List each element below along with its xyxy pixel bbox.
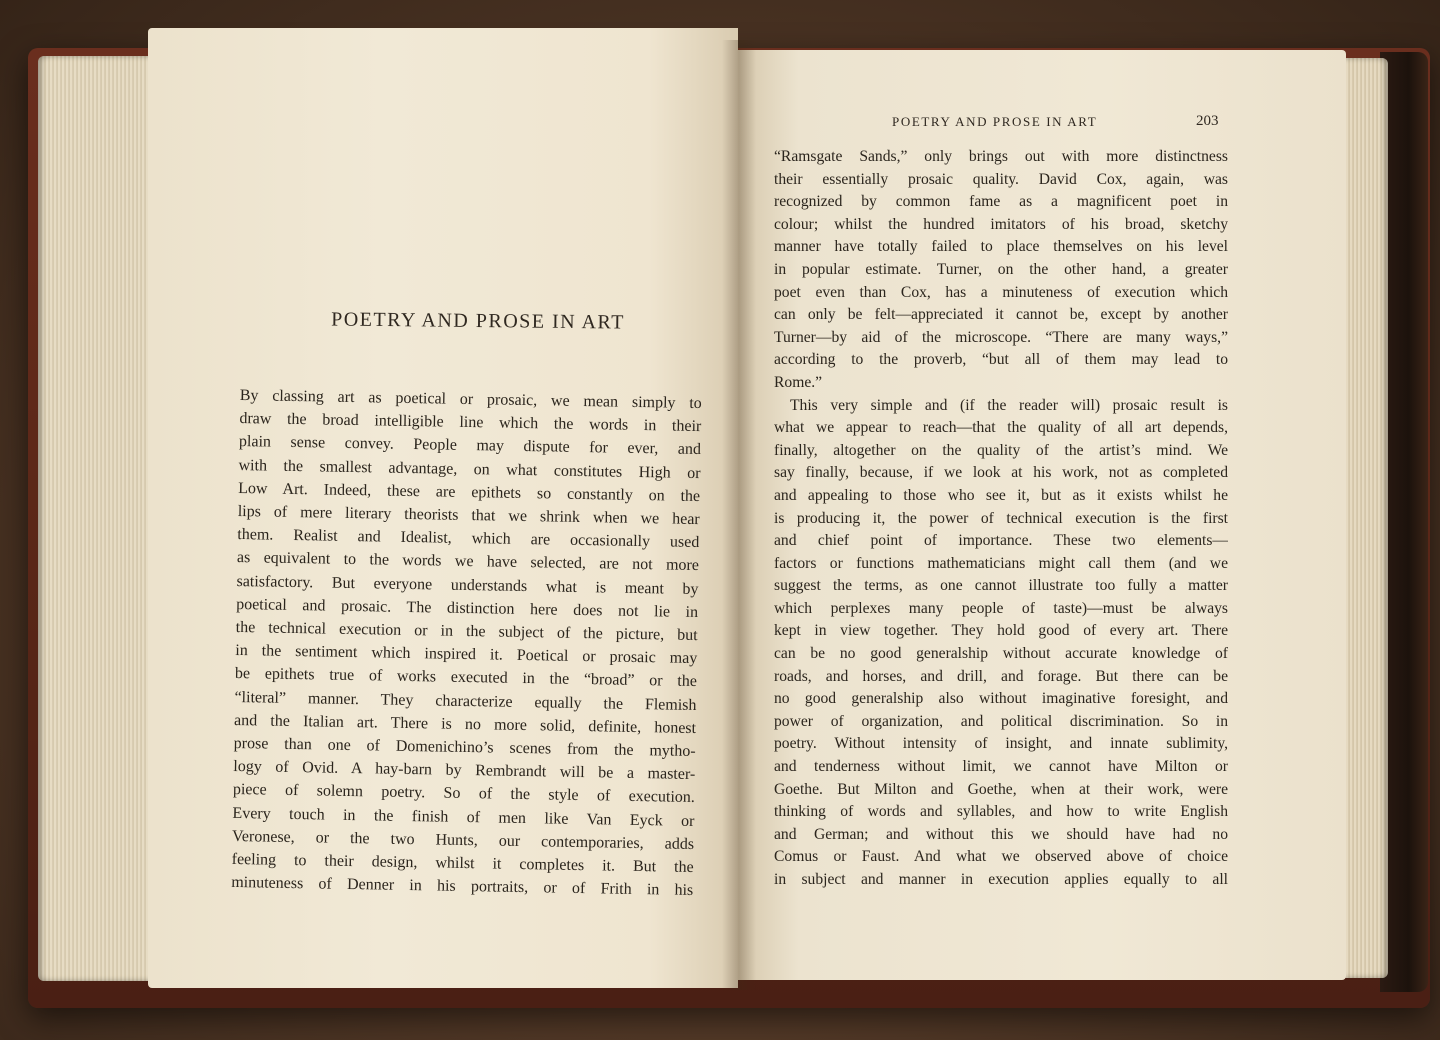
text-line: By classing art as poetical or prosaic, we mean simply to: [239, 386, 702, 413]
text-line: Comus or Faust. And what we observed above of choice: [774, 848, 1228, 866]
text-line: kept in view together. They hold good of every art. There: [774, 622, 1228, 640]
text-line: their essentially prosaic quality. David Cox, again, was: [774, 170, 1228, 188]
text-line: and tenderness without limit, we cannot have Milton or: [774, 758, 1228, 776]
text-line: Low Art. Indeed, these are epithets so constantly on the: [238, 479, 701, 505]
text-line: poetical and prosaic. The distinction here does not lie in: [236, 595, 699, 621]
left-page-text: [231, 384, 710, 903]
text-line: Veronese, or the two Hunts, our contemporaries, adds: [231, 827, 695, 853]
text-line: roads, and horses, and drill, and forage. But there can be: [774, 667, 1228, 685]
text-line: in the sentiment which inspired it. Poetical or prosaic may: [235, 642, 698, 668]
text-line: factors or functions mathematicians might call them (and we: [774, 554, 1228, 572]
left-page-stack: [38, 56, 158, 981]
text-line: is producing it, the power of technical execution is the first: [774, 509, 1228, 527]
text-line: say finally, because, if we look at his work, not as completed: [774, 464, 1228, 482]
text-line: and chief point of importance. These two elements—: [774, 532, 1228, 550]
text-line: Rome.”: [774, 373, 823, 391]
page-number: 203: [1196, 113, 1219, 129]
text-line: prose than one of Domenichino’s scenes from the mytho-: [233, 734, 696, 761]
text-line: poet even than Cox, has a minuteness of execution which: [774, 283, 1228, 301]
text-line: piece of solemn poetry. So of the style of execution.: [232, 781, 695, 807]
text-line: power of organization, and political discrimination. So in: [774, 712, 1228, 730]
text-line: finally, altogether on the quality of the artist’s mind. We: [774, 441, 1228, 459]
text-line: no good generalship also without imaginative foresight, and: [774, 690, 1228, 708]
text-line: logy of Ovid. A hay-barn by Rembrandt will be a master-: [233, 758, 696, 784]
text-line: “literal” manner. They characterize equally the Flemish: [234, 688, 697, 714]
text-line: “Ramsgate Sands,” only brings out with more distinctness: [774, 148, 1228, 165]
text-line: plain sense convey. People may dispute for ever, and: [238, 433, 702, 459]
text-line: them. Realist and Idealist, which are occasionally used: [237, 526, 700, 552]
text-line: and the Italian art. There is no more solid, definite, honest: [233, 711, 697, 737]
chapter-title: POETRY AND PROSE IN ART: [331, 308, 625, 334]
text-line: what we appear to reach—that the quality of all art depends,: [774, 419, 1228, 437]
book-gutter: [722, 40, 756, 990]
text-line: draw the broad intelligible line which the words in their: [239, 410, 702, 436]
text-line: poetry. Without intensity of insight, and innate sublimity,: [774, 735, 1228, 753]
text-line: Goethe. But Milton and Goethe, when at their work, were: [774, 780, 1228, 798]
text-line: recognized by common fame as a magnificent poet in: [774, 193, 1228, 211]
text-line: in subject and manner in execution applies equally to all: [774, 871, 1228, 888]
text-line: satisfactory. But everyone understands what is meant by: [236, 572, 699, 598]
text-line: in popular estimate. Turner, on the other hand, a greater: [774, 260, 1228, 278]
text-line: minuteness of Denner in his portraits, or of Frith in his: [231, 874, 694, 900]
text-line: This very simple and (if the reader will) prosaic result is: [790, 396, 1228, 414]
text-line: colour; whilst the hundred imitators of his broad, sketchy: [774, 215, 1228, 233]
right-page-text: [774, 146, 1228, 892]
text-line: and appealing to those who see it, but as it exists whilst he: [774, 486, 1228, 504]
text-line: which perplexes many people of taste)—must be always: [774, 599, 1228, 617]
text-line: with the smallest advantage, on what constitutes High or: [238, 456, 701, 482]
text-line: and German; and without this we should have had no: [774, 825, 1228, 843]
text-line: be epithets true of works executed in the “broad” or the: [234, 665, 698, 691]
text-line: Every touch in the finish of men like Van Eyck or: [232, 804, 695, 830]
text-line: according to the proverb, “but all of them may lead to: [774, 351, 1228, 369]
text-line: can only be felt—appreciated it cannot be, except by another: [774, 306, 1228, 324]
text-line: thinking of words and syllables, and how to write English: [774, 803, 1228, 821]
text-line: lips of mere literary theorists that we shrink when we hear: [237, 502, 700, 529]
text-line: the technical execution or in the subject of the picture, but: [235, 618, 698, 645]
text-line: suggest the terms, as one cannot illustrate too fully a matter: [774, 577, 1228, 595]
running-head: POETRY AND PROSE IN ART: [892, 114, 1098, 129]
text-line: feeling to their design, whilst it completes it. But the: [231, 850, 694, 877]
text-line: as equivalent to the words we have selected, are not more: [236, 549, 700, 575]
text-line: manner have totally failed to place themselves on his level: [774, 238, 1228, 256]
text-line: Turner—by aid of the microscope. “There are many ways,”: [774, 328, 1228, 346]
text-line: can be no good generalship without accurate knowledge of: [774, 645, 1228, 663]
